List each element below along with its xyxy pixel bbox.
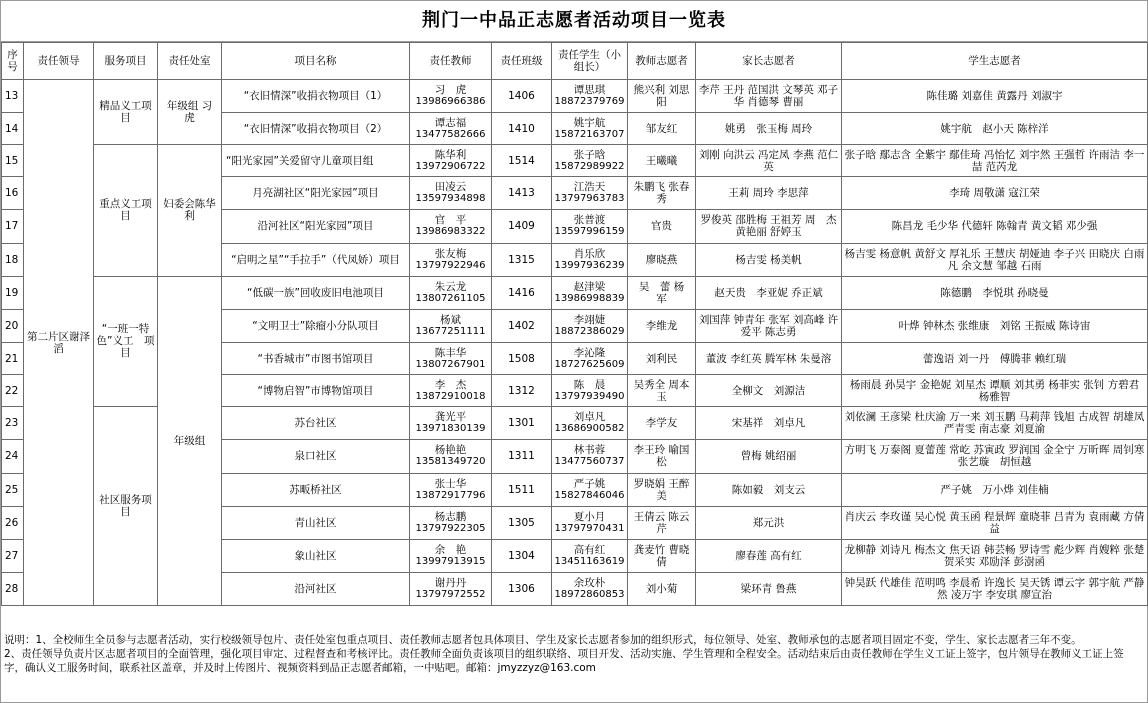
teacher-cell [410,276,492,309]
teacher-phone: 13797972552 [415,589,486,601]
teacher-volunteers: 刘小菊 [628,573,696,606]
project-name: “文明卫士”除瘤小分队项目 [222,309,410,342]
parent-volunteers: 杨吉雯 杨美帆 [696,243,842,276]
parent-volunteers: 宋基祥 刘卓凡 [696,407,842,440]
student-volunteers: 蕾逸语 刘一丹 傅腾菲 赖红瑞 [842,343,1148,375]
student-cell [552,375,628,407]
class-cell: 1402 [492,309,552,342]
header-class: 责任班级 [492,43,552,80]
header-office: 责任处室 [158,43,222,80]
teacher-name: 杨志鹏 [434,510,467,523]
table-row [2,80,1148,113]
row-no: 16 [2,177,24,210]
row-no: 28 [2,573,24,606]
student-name: 林书蓉 [573,444,606,457]
teacher-volunteers: 龚麦竹 曹晓倩 [628,539,696,572]
teacher-cell [410,407,492,440]
teacher-cell [410,473,492,506]
student-volunteers: 龙柳静 刘诗凡 梅杰文 焦天语 韩芸畅 罗诗雪 彪少辉 肖嫂粹 张楚 贺采实 邓励泽 彭澍函 [842,539,1148,572]
student-phone: 15872989922 [554,160,625,172]
teacher-name: 习 虎 [434,84,467,97]
teacher-cell [410,80,492,113]
class-cell: 1514 [492,145,552,177]
project-name: 月亮湖社区“阳光家园”项目 [222,177,410,210]
teacher-volunteers: 王倩云 陈云芹 [628,506,696,539]
header-leader: 责任领导 [24,43,94,80]
project-name: “衣旧情深”收捐衣物项目（2） [222,113,410,145]
parent-volunteers: 曾梅 姚绍丽 [696,440,842,473]
student-cell [552,440,628,473]
header-row [2,43,1148,80]
project-name: 象山社区 [222,539,410,572]
parent-volunteers: 董波 李红英 腾军林 朱曼溶 [696,343,842,375]
student-name: 姚宇航 [573,116,606,129]
row-no: 20 [2,309,24,342]
student-volunteers: 方明飞 万泰阁 夏蕾莲 常屹 苏寅政 罗润国 金全宁 万昕晖 周钊寒 张艺璇 胡恒越 [842,440,1148,473]
teacher-cell [410,573,492,606]
student-cell [552,177,628,210]
project-name: “低碳一族”回收废旧电池项目 [222,276,410,309]
teacher-phone: 13986966386 [415,96,486,108]
teacher-cell [410,177,492,210]
student-name: 谭思琪 [573,84,606,97]
teacher-name: 陈丰华 [434,346,467,359]
row-no: 21 [2,343,24,375]
note-line-2: 2、责任领导负责片区志愿者项目的全面管理，强化项目审定、过程督查和考核评比。责任教师全面负责该项目的组织联络、项目开发、活动实施、学生管理和全程安全。活动结束后由责任教师在学生义工证上签字，包片领导在教师义工证上签字，确认义工服务时间，联系社区盖章，并及时上传图片、视频资料到品正志愿者邮箱，一中贴吧。邮箱：jmyzzyz@163.com [4,648,1124,674]
row-no: 14 [2,113,24,145]
project-name: “书香城市”市图书馆项目 [222,343,410,375]
service-cell: 社区服务项目 [94,407,158,606]
class-cell: 1312 [492,375,552,407]
student-phone: 15827846046 [554,489,625,501]
student-cell [552,243,628,276]
teacher-cell [410,375,492,407]
student-cell [552,539,628,572]
leader-cell: 第二片区谢泽滔 [24,80,94,606]
student-phone: 13797970431 [554,522,625,534]
class-cell: 1306 [492,573,552,606]
student-volunteers: 肖庆云 李玫谨 吴心悦 黄玉函 程景辉 童晓菲 吕青为 袁雨藏 方倩益 [842,506,1148,539]
student-phone: 18727625609 [554,358,625,370]
parent-volunteers: 姚勇 张玉梅 周玲 [696,113,842,145]
class-cell: 1511 [492,473,552,506]
row-no: 26 [2,506,24,539]
project-name: 泉口社区 [222,440,410,473]
student-volunteers: 姚宇航 赵小天 陈梓洋 [842,113,1148,145]
class-cell: 1406 [492,80,552,113]
teacher-phone: 13972906722 [415,160,486,172]
row-no: 24 [2,440,24,473]
student-name: 张子晗 [573,148,606,161]
student-volunteers: 陈昌龙 毛少华 代德轩 陈翰青 黄文韬 邓少强 [842,210,1148,243]
teacher-phone: 13797922305 [415,522,486,534]
parent-volunteers: 罗俊英 邵胜梅 王祖芳 周 杰 黄艳丽 舒婷玉 [696,210,842,243]
teacher-phone: 13807261105 [415,292,486,304]
project-name: 沿河社区 [222,573,410,606]
parent-volunteers: 陈如毅 刘支云 [696,473,842,506]
row-no: 17 [2,210,24,243]
service-cell: 重点义工项目 [94,145,158,277]
parent-volunteers: 刘刚 向洪云 冯定凤 李燕 范仁英 [696,145,842,177]
teacher-phone: 13597934898 [415,193,486,205]
student-name: 张普渡 [573,214,606,227]
parent-volunteers: 赵天贵 李亚妮 乔正斌 [696,276,842,309]
header-project: 项目名称 [222,43,410,80]
teacher-name: 朱云龙 [434,280,467,293]
student-name: 严子姚 [573,477,606,490]
project-name: 苏畈桥社区 [222,473,410,506]
notes [1,633,1147,675]
student-cell [552,407,628,440]
parent-volunteers: 王莉 周玲 李思萍 [696,177,842,210]
teacher-volunteers: 李维龙 [628,309,696,342]
student-volunteers: 陈佳璐 刘嘉佳 黄露丹 刘淑宇 [842,80,1148,113]
teacher-cell [410,243,492,276]
teacher-phone: 13797922946 [415,259,486,271]
teacher-phone: 13807267901 [415,358,486,370]
student-phone: 18972860853 [554,589,625,601]
teacher-phone: 13581349720 [415,456,486,468]
teacher-name: 田凌云 [434,181,467,194]
teacher-phone: 13971830139 [415,423,486,435]
student-volunteers: 叶烨 钟林杰 张维康 刘铭 王振威 陈诗宙 [842,309,1148,342]
student-name: 李沁隆 [573,346,606,359]
student-volunteers: 钟昊跃 代雄佳 范明鸣 李晨希 许逸长 吴天锈 谭云字 郭宇航 严静然 凌万宇 李安琪 廖宣治 [842,573,1148,606]
parent-volunteers: 全柳文 刘源洁 [696,375,842,407]
student-name: 李翊婕 [573,314,606,327]
student-cell [552,210,628,243]
teacher-volunteers: 官贵 [628,210,696,243]
teacher-cell [410,343,492,375]
project-name: 青山社区 [222,506,410,539]
project-name: “启明之星”“手拉手”（代凤娇）项目 [222,243,410,276]
teacher-volunteers: 刘利民 [628,343,696,375]
teacher-volunteers: 熊兴利 刘思阳 [628,80,696,113]
class-cell: 1409 [492,210,552,243]
service-cell: “一班一特色”义工 项目 [94,276,158,406]
student-cell [552,80,628,113]
student-cell [552,573,628,606]
class-cell: 1305 [492,506,552,539]
teacher-cell [410,145,492,177]
teacher-phone: 13997913915 [415,555,486,567]
parent-volunteers: 梁环青 鲁燕 [696,573,842,606]
teacher-name: 谢丹丹 [434,577,467,590]
student-phone: 13986998839 [554,292,625,304]
teacher-volunteers: 朱鹏飞 张春秀 [628,177,696,210]
student-volunteers: 杨吉雯 杨意帆 黄舒文 厚礼乐 王慧庆 胡娅迪 李子兴 田晓庆 白雨凡 余文慧 邹越 石雨 [842,243,1148,276]
teacher-cell [410,539,492,572]
student-cell [552,473,628,506]
student-volunteers: 李琦 周敬潇 寇江荣 [842,177,1148,210]
parent-volunteers: 廖春莲 高有红 [696,539,842,572]
teacher-name: 龚光平 [434,411,467,424]
student-name: 刘卓凡 [573,411,606,424]
student-name: 肖乐欣 [573,247,606,260]
project-name: “博物启智”市博物馆项目 [222,375,410,407]
teacher-phone: 13477582666 [415,128,486,140]
teacher-cell [410,440,492,473]
class-cell: 1315 [492,243,552,276]
student-volunteers: 刘依澜 王彦梁 杜庆渝 万一来 刘玉鹏 马莉萍 钱旭 古成智 胡雄凤 严青雯 南志豪 刘夏渝 [842,407,1148,440]
teacher-volunteers: 廖晓燕 [628,243,696,276]
student-volunteers: 严子姚 万小烨 刘佳楠 [842,473,1148,506]
teacher-name: 谭志福 [434,116,467,129]
teacher-name: 杨艳艳 [434,444,467,457]
student-name: 赵津梁 [573,280,606,293]
office-cell: 妇委会陈华利 [158,145,222,277]
teacher-name: 陈华利 [434,148,467,161]
header-student: 责任学生（小组长） [552,43,628,80]
volunteer-table [1,42,1148,606]
teacher-name: 李 杰 [434,378,467,391]
office-cell: 年级组 习 虎 [158,80,222,145]
header-teacher-vol: 教师志愿者 [628,43,696,80]
student-cell [552,145,628,177]
row-no: 27 [2,539,24,572]
row-no: 25 [2,473,24,506]
parent-volunteers: 李芹 王丹 范国洪 文琴英 邓子华 肖德琴 曹丽 [696,80,842,113]
teacher-volunteers: 王曦曦 [628,145,696,177]
class-cell: 1416 [492,276,552,309]
student-cell [552,113,628,145]
teacher-phone: 13677251111 [415,326,486,338]
project-name: 苏台社区 [222,407,410,440]
parent-volunteers: 郑元洪 [696,506,842,539]
note-line-1: 说明：1、全校师生全员参与志愿者活动，实行校级领导包片、责任处室包重点项目、责任教师志愿者包具体项目、学生及家长志愿者参加的组织形式，每位领导、处室、教师承包的志愿者项目固定不变，学生、家长志愿者三年不变。 [4,634,1082,646]
student-volunteers: 张子晗 鄢志含 全紫宇 鄢佳琦 冯怡忆 刘宇然 王强哲 许雨洁 李一喆 范芮龙 [842,145,1148,177]
header-student-vol: 学生志愿者 [842,43,1148,80]
student-cell [552,276,628,309]
class-cell: 1413 [492,177,552,210]
class-cell: 1508 [492,343,552,375]
teacher-phone: 13872910018 [415,390,486,402]
teacher-name: 官 平 [434,214,467,227]
teacher-name: 张友梅 [434,247,467,260]
student-phone: 13451163619 [554,555,625,567]
class-cell: 1301 [492,407,552,440]
student-name: 夏小月 [573,510,606,523]
student-volunteers: 杨雨晨 孙昊宇 金艳妮 刘星杰 谭顺 刘其勇 杨菲实 张钊 方碧君 杨雅智 [842,375,1148,407]
student-cell [552,309,628,342]
row-no: 15 [2,145,24,177]
parent-volunteers: 刘国萍 钟青年 张军 刘高峰 许爱平 陈志勇 [696,309,842,342]
teacher-phone: 13872917796 [415,489,486,501]
student-phone: 18872386029 [554,326,625,338]
class-cell: 1311 [492,440,552,473]
project-name: “阳光家园”关爱留守儿童项目组 [222,145,410,177]
student-phone: 13797963783 [554,193,625,205]
student-phone: 18872379769 [554,96,625,108]
teacher-name: 余 艳 [434,543,467,556]
teacher-volunteers: 李王玲 喻国松 [628,440,696,473]
student-phone: 13797939490 [554,390,625,402]
teacher-cell [410,113,492,145]
project-name: 沿河社区“阳光家园”项目 [222,210,410,243]
header-parent-vol: 家长志愿者 [696,43,842,80]
student-name: 余玫朴 [573,577,606,590]
student-phone: 15872163707 [554,128,625,140]
student-cell [552,506,628,539]
sheet-title: 荆门一中品正志愿者活动项目一览表 [1,1,1147,42]
class-cell: 1410 [492,113,552,145]
teacher-name: 杨斌 [440,314,461,327]
student-cell [552,343,628,375]
row-no: 22 [2,375,24,407]
student-name: 陈 晨 [573,378,606,391]
student-name: 高有红 [573,543,606,556]
teacher-cell [410,210,492,243]
teacher-volunteers: 罗晓娟 王醉美 [628,473,696,506]
office-cell: 年级组 [158,276,222,606]
teacher-cell [410,506,492,539]
teacher-volunteers: 吴秀全 周本玉 [628,375,696,407]
student-phone: 13597996159 [554,226,625,238]
project-name: “衣旧情深”收捐衣物项目（1） [222,80,410,113]
header-service: 服务项目 [94,43,158,80]
student-phone: 13477560737 [554,456,625,468]
row-no: 19 [2,276,24,309]
student-phone: 13686900582 [554,423,625,435]
row-no: 23 [2,407,24,440]
student-name: 江浩天 [573,181,606,194]
class-cell: 1304 [492,539,552,572]
teacher-cell [410,309,492,342]
header-no: 序号 [2,43,24,80]
table-row [2,276,1148,309]
row-no: 18 [2,243,24,276]
teacher-volunteers: 李学友 [628,407,696,440]
table-row [2,145,1148,177]
service-cell: 精品义工项目 [94,80,158,145]
teacher-volunteers: 邹友红 [628,113,696,145]
student-volunteers: 陈德鹏 李悦琪 孙晓曼 [842,276,1148,309]
row-no: 13 [2,80,24,113]
teacher-name: 张士华 [434,477,467,490]
header-teacher: 责任教师 [410,43,492,80]
student-phone: 13997936239 [554,259,625,271]
teacher-phone: 13986983322 [415,226,486,238]
teacher-volunteers: 吴 蕾 杨 军 [628,276,696,309]
